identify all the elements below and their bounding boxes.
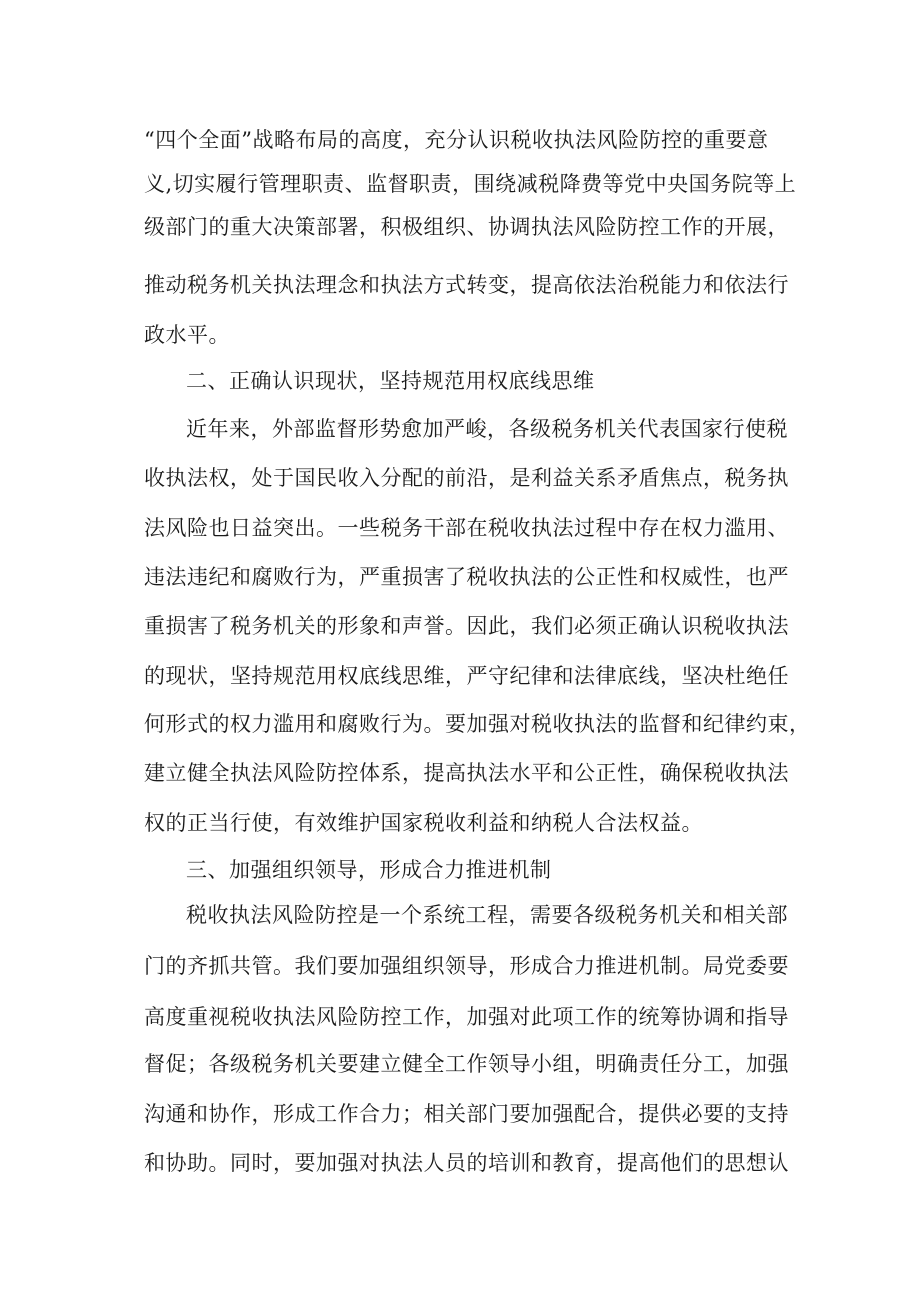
paragraph-line: 沟通和协作，形成工作合力；相关部门要加强配合，提供必要的支持 [144, 1102, 789, 1126]
paragraph-line: 推动税务机关执法理念和执法方式转变，提高依法治税能力和依法行 [144, 273, 789, 297]
paragraph-line: 重损害了税务机关的形象和声誉。因此，我们必须正确认识税收执法 [144, 614, 789, 638]
paragraph-line: 门的齐抓共管。我们要加强组织领导，形成合力推进机制。局党委要 [144, 954, 789, 978]
paragraph-line: 义,切实履行管理职责、监督职责，围绕减税降费等党中央国务院等上 [144, 172, 797, 196]
paragraph-line: 税收执法风险防控是一个系统工程，需要各级税务机关和相关部 [186, 903, 788, 927]
paragraph-line: 建立健全执法风险防控体系，提高执法水平和公正性，确保税收执法 [144, 761, 789, 785]
paragraph-line: “四个全面”战略布局的高度，充分认识税收执法风险防控的重要意 [144, 128, 769, 152]
section-heading: 三、加强组织领导，形成合力推进机制 [186, 858, 552, 882]
paragraph-line: 违法违纪和腐败行为，严重损害了税收执法的公正性和权威性，也严 [144, 565, 789, 589]
paragraph-line: 督促；各级税务机关要建立健全工作领导小组，明确责任分工，加强 [144, 1052, 789, 1076]
paragraph-line: 权的正当行使，有效维护国家税收利益和纳税人合法权益。 [144, 811, 703, 835]
paragraph-line: 法风险也日益突出。一些税务干部在税收执法过程中存在权力滥用、 [144, 516, 789, 540]
paragraph-line: 何形式的权力滥用和腐败行为。要加强对税收执法的监督和纪律约束， [144, 712, 811, 736]
paragraph-line: 级部门的重大决策部署，积极组织、协调执法风险防控工作的开展， [144, 215, 789, 239]
paragraph-line: 近年来，外部监督形势愈加严峻，各级税务机关代表国家行使税 [186, 417, 788, 441]
paragraph-line: 的现状，坚持规范用权底线思维，严守纪律和法律底线，坚决杜绝任 [144, 664, 789, 688]
paragraph-line: 政水平。 [144, 323, 230, 347]
paragraph-line: 高度重视税收执法风险防控工作，加强对此项工作的统筹协调和指导 [144, 1005, 789, 1029]
paragraph-line: 和协助。同时，要加强对执法人员的培训和教育，提高他们的思想认 [144, 1151, 789, 1175]
paragraph-line: 收执法权，处于国民收入分配的前沿，是利益关系矛盾焦点，税务执 [144, 466, 789, 490]
section-heading: 二、正确认识现状，坚持规范用权底线思维 [186, 369, 595, 393]
